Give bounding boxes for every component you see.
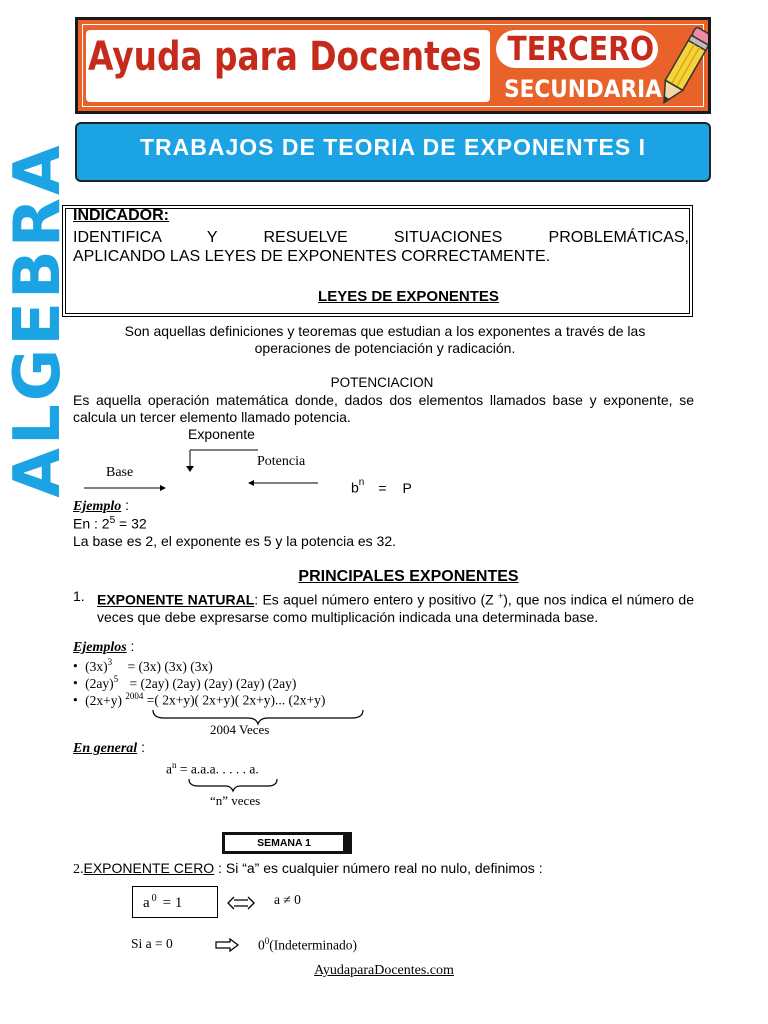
power-formula: [351, 479, 412, 496]
potenciacion-definition: Es aquella operación matemática donde, dados dos elementos llamados base y exponente, se calcula un tercer elemento llamado potencia.: [73, 392, 694, 425]
arrow-head-down: [186, 466, 194, 472]
general-base: a: [166, 761, 172, 777]
example-exponent: 5: [113, 674, 119, 684]
bullet: •: [73, 675, 78, 691]
side-subject: [1, 142, 75, 498]
bullet: •: [73, 658, 78, 674]
zero-exponent-item: [73, 860, 543, 878]
week-badge: [222, 832, 352, 854]
base-label: Base: [106, 465, 134, 480]
zero-rule-exponent: 0: [151, 893, 157, 904]
brace-label-n: “n” veces: [210, 793, 261, 808]
example-row: [73, 657, 213, 675]
natural-exponent-term: EXPONENTE NATURAL: [97, 591, 255, 608]
brand-title: Ayuda para Docentes: [88, 34, 482, 80]
general-heading: [73, 739, 145, 757]
double-arrow-icon: [226, 895, 256, 911]
natural-exponent-text: [97, 588, 694, 626]
example-expansion: =( 2x+y)( 2x+y)( 2x+y)... (2x+y): [146, 692, 326, 708]
example-base: (2ay): [85, 675, 114, 691]
example-explanation: La base es 2, el exponente es 5 y la potencia es 32.: [73, 533, 397, 549]
example-colon: :: [121, 497, 130, 513]
week-badge-label: SEMANA 1: [224, 834, 344, 852]
indeterminate-exponent: 0: [264, 936, 270, 946]
general-colon: :: [137, 739, 145, 755]
example-heading: [73, 497, 129, 515]
intro-text: [95, 323, 675, 357]
examples-colon: :: [126, 638, 135, 654]
zero-rule-result: = 1: [162, 895, 183, 911]
exponent-label: Exponente: [188, 426, 255, 442]
term-colon: :: [254, 591, 259, 608]
general-exponent: n: [172, 760, 177, 770]
example-expansion: = (3x) (3x) (3x): [127, 658, 213, 674]
indeterminate-condition: Si a = 0: [131, 936, 173, 951]
natural-text-part-2: ), que nos indica el número de veces que debe expresarse como multiplicación indicada una determinada base.: [97, 591, 695, 625]
indicator-line-2: APLICANDO LAS LEYES DE EXPONENTES CORRECTAMENTE.: [73, 248, 551, 265]
zero-exponent-term: EXPONENTE CERO: [83, 860, 215, 876]
formula-base: b: [351, 479, 359, 496]
diagram-arrows: [80, 440, 340, 496]
example-expansion: = (2ay) (2ay) (2ay) (2ay) (2ay): [129, 675, 297, 691]
page-title: TRABAJOS DE TEORIA DE EXPONENTES I: [140, 134, 646, 160]
indicator-label: INDICADOR:: [73, 207, 169, 224]
example-exponent: 2004: [125, 691, 144, 701]
indicator-text: [73, 228, 689, 266]
formula-exponent: n: [358, 477, 365, 488]
natural-text-part-1: Es aquel número entero y positivo (Z: [258, 591, 498, 608]
example-label: Ejemplo: [73, 499, 122, 514]
general-formula: [166, 760, 259, 778]
zero-exponent-text: : Si “a” es cualquier número real no nulo, definimos :: [214, 860, 543, 876]
grade-label: TERCERO: [507, 29, 655, 68]
pencil-icon: [656, 24, 711, 112]
intro-line-1: Son aquellas definiciones y teoremas que estudian a los exponentes a través de las: [124, 323, 646, 339]
intro-line-2: operaciones de potenciación y radicación.: [254, 340, 516, 356]
example-exponent: 5: [109, 515, 116, 526]
examples-heading: [73, 638, 134, 656]
header-banner: [75, 17, 711, 114]
implies-arrow-icon: [214, 937, 240, 953]
principal-exponents-heading: PRINCIPALES EXPONENTES: [298, 568, 519, 585]
footer-link[interactable]: AyudaparaDocentes.com: [314, 963, 454, 978]
indeterminate-result: [258, 936, 357, 954]
example-row: [73, 691, 325, 709]
example-base: (2x+y): [85, 692, 126, 708]
example-expression: [73, 515, 147, 532]
example-result: = 32: [115, 515, 147, 532]
indeterminate-base: 0: [258, 937, 265, 953]
general-expansion: = a.a.a. . . . . a.: [176, 761, 259, 777]
zero-condition: a ≠ 0: [274, 892, 301, 907]
zero-rule-formula: [143, 893, 182, 912]
title-bar: [75, 122, 711, 182]
indicator-line-1: IDENTIFICA Y RESUELVE SITUACIONES PROBLEMÁTICAS,: [73, 229, 689, 246]
examples-label: Ejemplos: [73, 640, 127, 655]
natural-exponent-item: [73, 588, 694, 626]
formula-result: P: [402, 479, 412, 496]
formula-equals: =: [378, 479, 387, 496]
level-label: SECUNDARIA: [504, 75, 662, 103]
side-subject-label: ALGEBRA: [1, 142, 75, 498]
arrow-head-right: [160, 485, 166, 491]
brace-n: [186, 777, 280, 793]
indeterminate-label: (Indeterminado): [269, 937, 357, 953]
item-number: 2.: [73, 862, 84, 877]
example-row: [73, 674, 296, 692]
bullet: •: [73, 692, 78, 708]
example-exponent: 3: [107, 657, 113, 667]
potenciacion-heading: POTENCIACION: [330, 375, 434, 390]
item-number: 1.: [73, 588, 85, 604]
brace-label-2004: 2004 Veces: [210, 722, 270, 737]
laws-heading: LEYES DE EXPONENTES: [318, 288, 499, 305]
power-label: Potencia: [257, 454, 306, 469]
general-label: En general: [73, 741, 138, 756]
zero-rule-base: a: [143, 895, 150, 911]
example-prefix: En : 2: [73, 515, 110, 532]
arrow-head-left: [248, 480, 254, 486]
positive-sign: +: [497, 591, 504, 601]
example-base: (3x): [85, 658, 108, 674]
